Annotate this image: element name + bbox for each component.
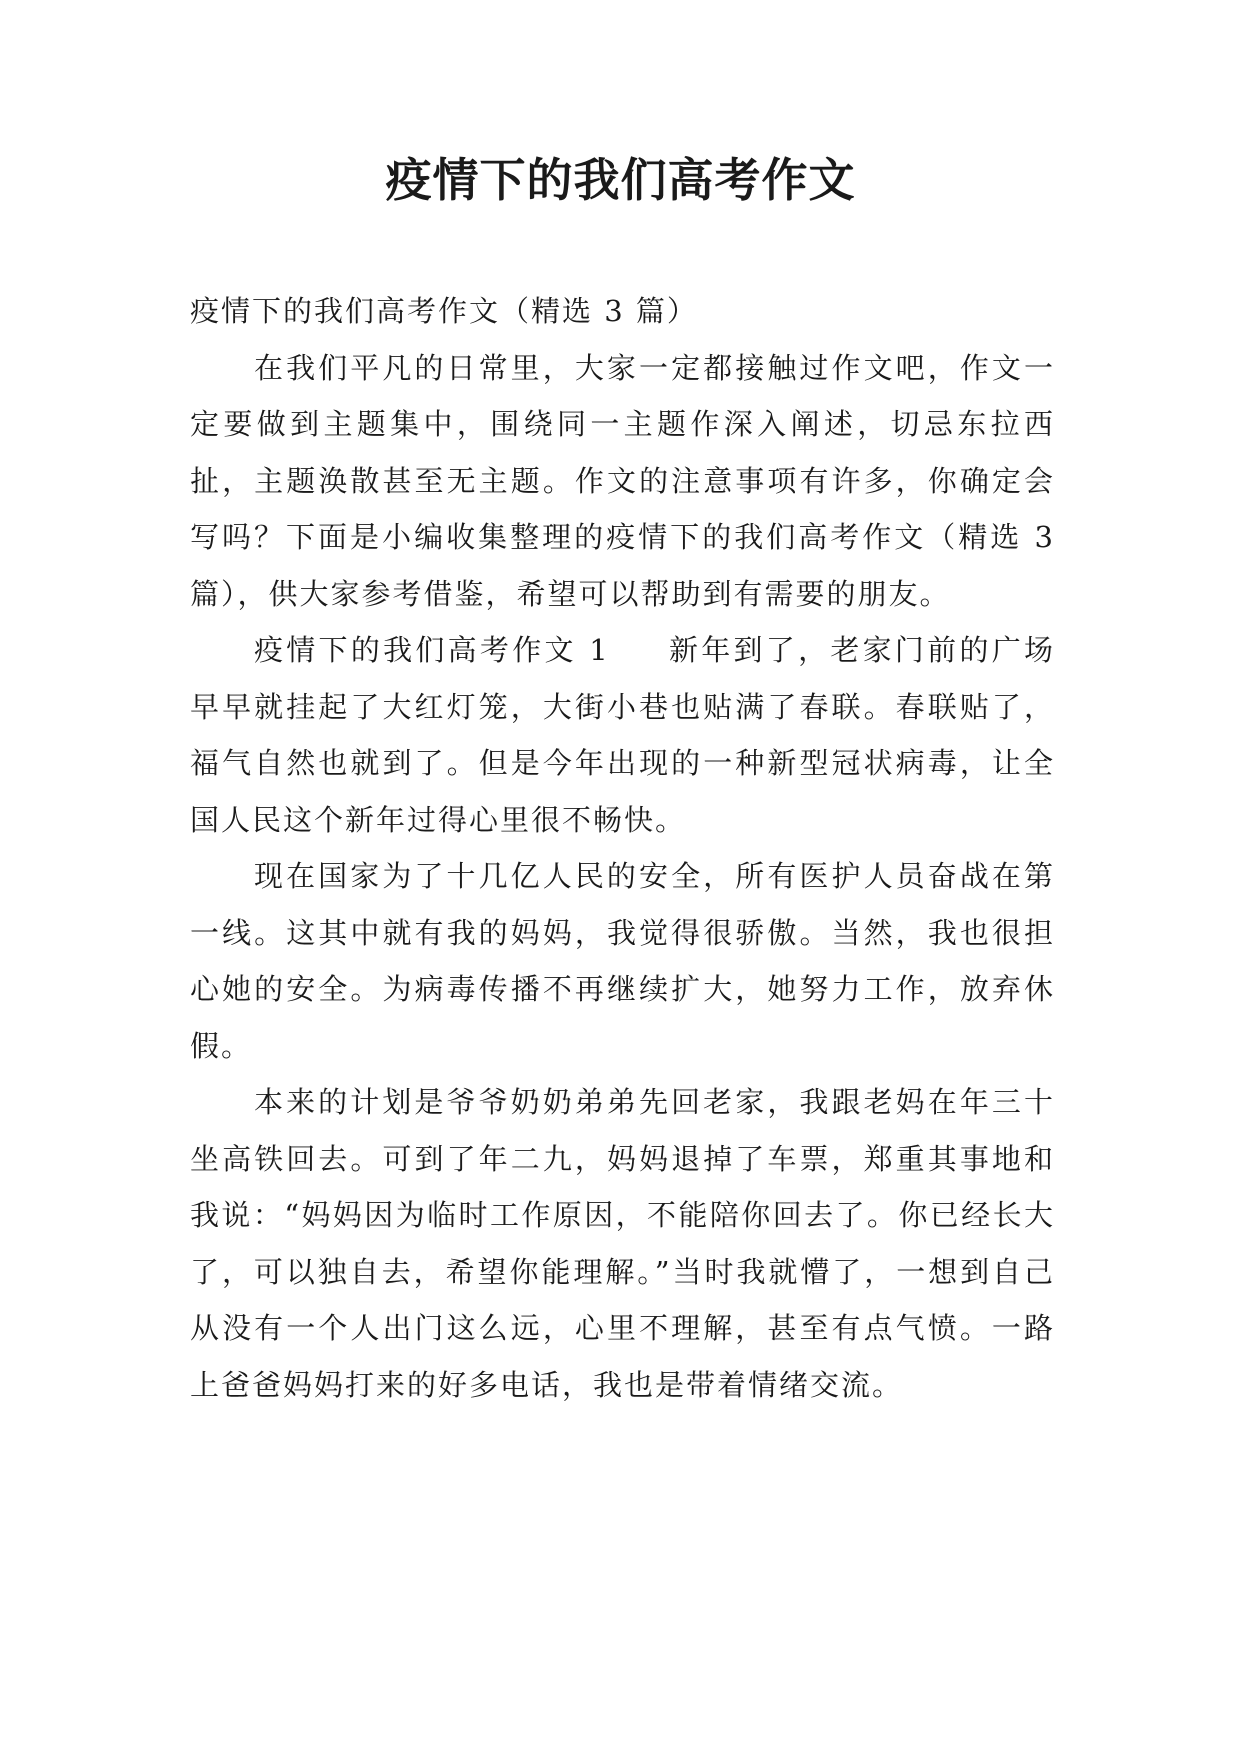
essay-1-heading: 疫情下的我们高考作文 1 — [254, 633, 610, 667]
essay-1-opening-paragraph — [190, 622, 1055, 848]
essay-1-paragraph-3: 本来的计划是爷爷奶奶弟弟先回老家，我跟老妈在年三十坐高铁回去。可到了年二九，妈妈退掉了车票，郑重其事地和我说：“妈妈因为临时工作原因，不能陪你回去了。你已经长大了，可以独自去，希望你能理解。”当时我就懵了，一想到自己从没有一个人出门这么远，心里不理解，甚至有点气愤。一路上爸爸妈妈打来的好多电话，我也是带着情绪交流。 — [190, 1085, 1055, 1402]
essay-1-paragraph-2: 现在国家为了十几亿人民的安全，所有医护人员奋战在第一线。这其中就有我的妈妈，我觉得很骄傲。当然，我也很担心她的安全。为病毒传播不再继续扩大，她努力工作，放弃休假。 — [190, 859, 1055, 1063]
intro-paragraph: 在我们平凡的日常里，大家一定都接触过作文吧，作文一定要做到主题集中，围绕同一主题作深入阐述，切忌东拉西扯，主题涣散甚至无主题。作文的注意事项有许多，你确定会写吗？下面是小编收集整理的疫情下的我们高考作文（精选 3 篇），供大家参考借鉴，希望可以帮助到有需要的朋友。 — [190, 350, 1055, 611]
essay-1-paragraph-1: 新年到了，老家门前的广场早早就挂起了大红灯笼，大街小巷也贴满了春联。春联贴了，福气自然也就到了。但是今年出现的一种新型冠状病毒，让全国人民这个新年过得心里很不畅快。 — [190, 633, 1055, 837]
document-title: 疫情下的我们高考作文 — [385, 153, 856, 207]
document-subtitle: 疫情下的我们高考作文（精选 3 篇） — [190, 294, 698, 328]
document-body — [190, 283, 1055, 1413]
